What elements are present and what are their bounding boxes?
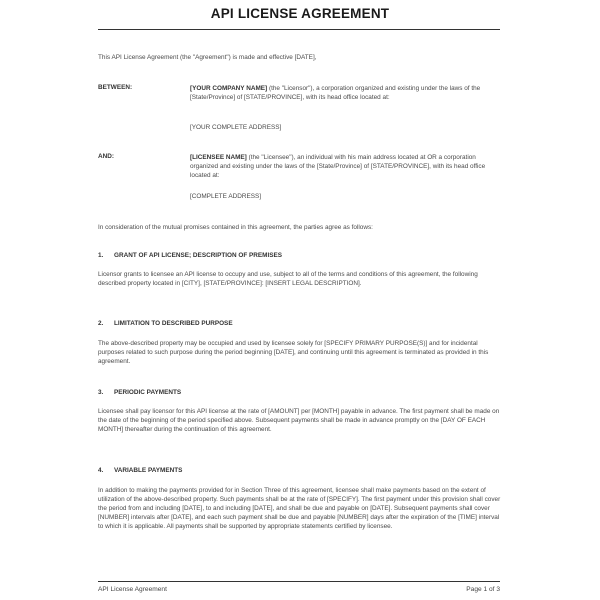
section-title: GRANT OF API LICENSE; DESCRIPTION OF PREMISES bbox=[114, 252, 283, 259]
title-divider bbox=[98, 29, 500, 30]
section-title: VARIABLE PAYMENTS bbox=[114, 467, 183, 474]
section-body: Licensor grants to licensee an API license to occupy and use, subject to all of the terms and conditions of this agreement, the following described property located in [CITY], [STATE/PROVINCE]: [INSERT LEGAL DESCRIPTION]. bbox=[98, 271, 478, 288]
section-number: 1. bbox=[98, 252, 104, 259]
section-heading bbox=[98, 389, 181, 396]
section-body: Licensee shall pay licensor for this API license at the rate of [AMOUNT] per [MONTH] payable in advance. The first payment shall be made on the date of the beginning of the period specified above. Subsequent payments shall be made in advance promptly on the [DAY OF EACH MONTH] thereafter during the continuation of this agreement. bbox=[98, 408, 500, 434]
section-number: 3. bbox=[98, 389, 104, 396]
section-title: LIMITATION TO DESCRIBED PURPOSE bbox=[114, 320, 233, 327]
and-party-text bbox=[190, 153, 502, 180]
section-body: In addition to making the payments provided for in Section Three of this agreement, licensee shall make payments based on the extent of utilization of the above-described property. Such payments shall be at the rate of [SPECIFY]. The first payment under this provision shall cover the period from and including [DATE], to and including [DATE], and shall be due and payable on [DATE]. Subsequent payments shall cover [NUMBER] intervals after [DATE], and each such payment shall be due and payable [NUMBER] days after the expiration of the [TIME] interval to which it is applicable. All payments shall be supported by appropriate statements certified by licensee. bbox=[98, 487, 501, 531]
page-number: Page 1 of 3 bbox=[466, 586, 500, 593]
section-number: 2. bbox=[98, 320, 104, 327]
footer-divider bbox=[98, 581, 500, 582]
section-title: PERIODIC PAYMENTS bbox=[114, 389, 182, 396]
licensee-description: (the "Licensee"), an individual with his main address located at OR a corporation organized and existing under the laws of the [State/Province] of [STATE/PROVINCE], with its head office located at: bbox=[190, 154, 486, 180]
intro-paragraph: This API License Agreement (the "Agreement") is made and effective [DATE], bbox=[98, 54, 317, 61]
section-body: The above-described property may be occupied and used by licensee solely for [SPECIFY PRIMARY PURPOSE(S)] and for incidental purposes related to such purpose during the period beginning [DATE], and continuing until this agreement is terminated as provided in this agreement. bbox=[98, 340, 489, 366]
section-heading bbox=[98, 320, 233, 327]
section-heading bbox=[98, 467, 182, 474]
document-title: API LICENSE AGREEMENT bbox=[210, 6, 390, 21]
licensor-description: (the "Licensor"), a corporation organized and existing under the laws of the [State/Province] of [STATE/PROVINCE], with its head office located at: bbox=[190, 85, 481, 102]
licensor-name: [YOUR COMPANY NAME] bbox=[190, 85, 268, 92]
licensee-name: [LICENSEE NAME] bbox=[190, 154, 247, 161]
section-heading bbox=[98, 252, 282, 259]
licensor-address: [YOUR COMPLETE ADDRESS] bbox=[190, 124, 282, 131]
licensee-address: [COMPLETE ADDRESS] bbox=[190, 193, 262, 200]
and-label: AND: bbox=[98, 153, 114, 160]
footer-title: API License Agreement bbox=[98, 586, 167, 593]
consideration-paragraph: In consideration of the mutual promises contained in this agreement, the parties agree as follows: bbox=[98, 224, 373, 231]
between-party-text bbox=[190, 84, 502, 102]
between-label: BETWEEN: bbox=[98, 84, 133, 91]
section-number: 4. bbox=[98, 467, 104, 474]
